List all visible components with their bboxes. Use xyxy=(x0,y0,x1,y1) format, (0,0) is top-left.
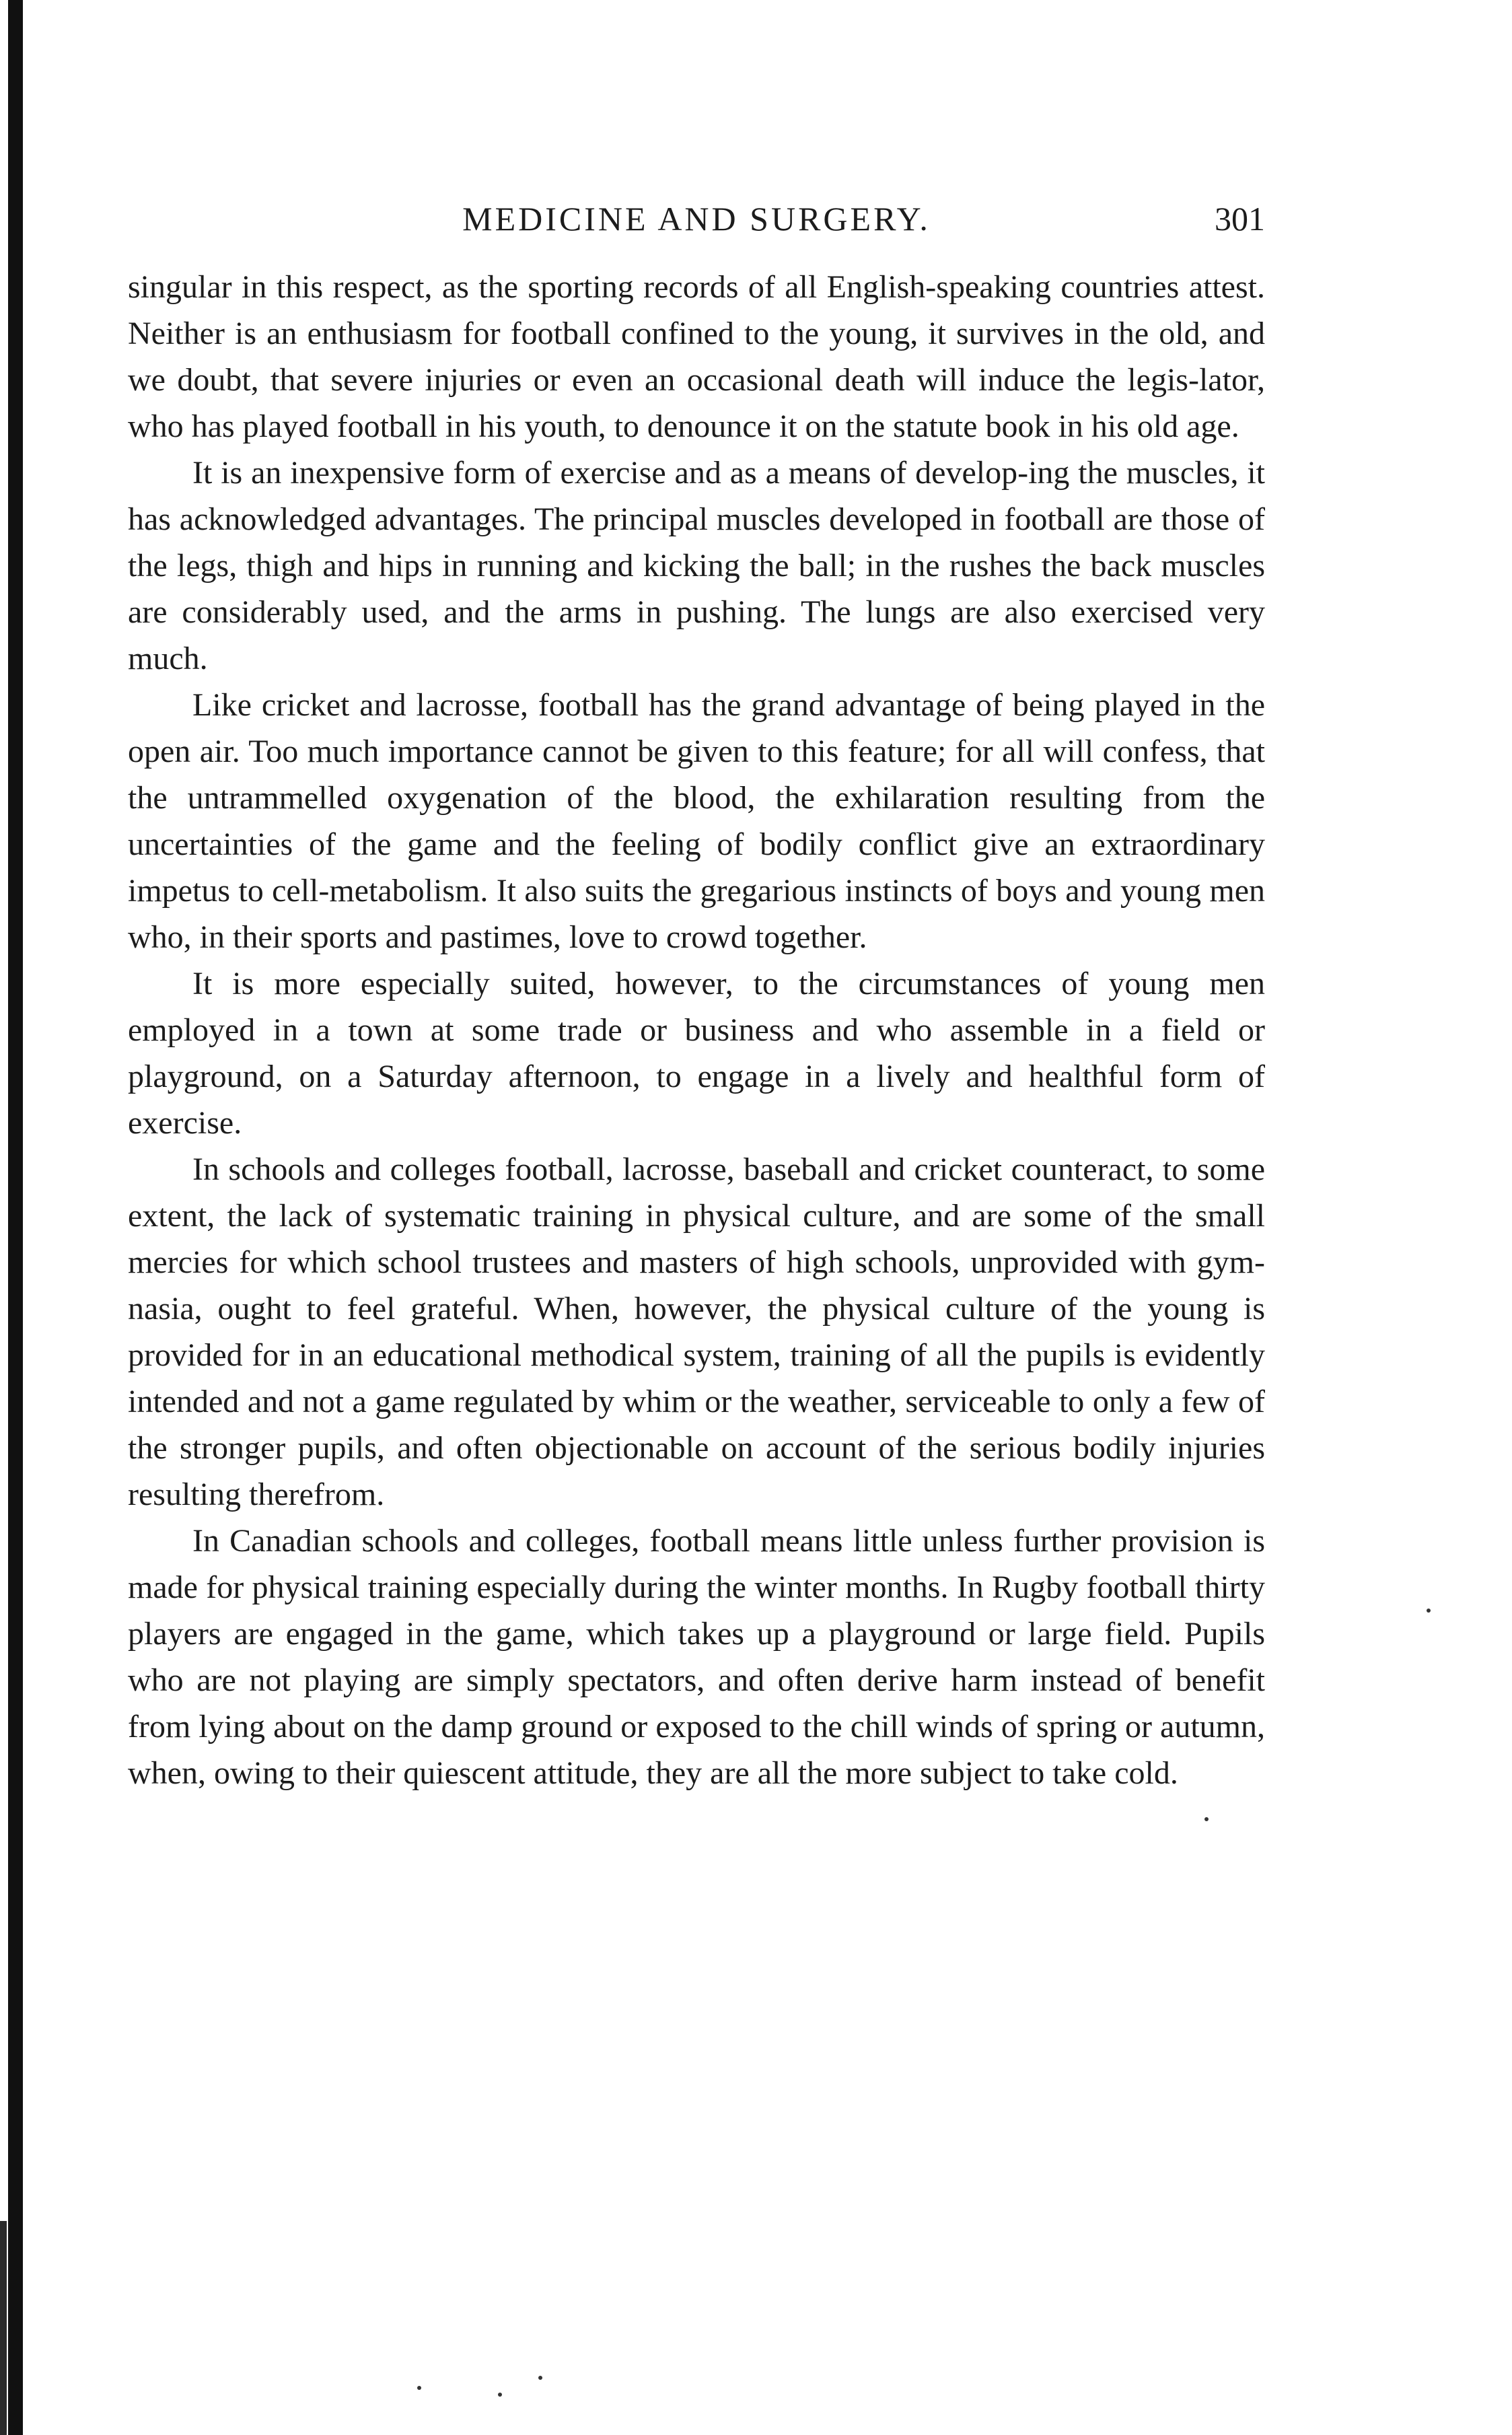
scan-speck xyxy=(1204,1817,1209,1821)
scan-speck xyxy=(498,2393,502,2397)
running-title: MEDICINE AND SURGERY. xyxy=(462,200,931,238)
paragraph-6: In Canadian schools and colleges, football means little unless further provision is made for physical training especially during the winter months. In Rugby football thirty players are engaged in the game, which takes up a playground or large field. Pupils who are not playing are simply spectators, and often derive harm instead of benefit from lying about on the damp ground or exposed to the chill winds of spring or autumn, when, owing to their quiescent attitude, they are all the more subject to take cold. xyxy=(128,1523,1265,1791)
page-binding-edge xyxy=(8,0,23,2435)
page-binding-edge-lower xyxy=(0,2221,7,2435)
paragraph-3: Like cricket and lacrosse, football has the grand advantage of being played in the open air. Too much importance cannot be given to this feature; for all will confess, that the untrammelled oxygenation of the blood, the exhilaration resulting from the uncertainties of the game and the feeling of bodily conflict give an extraordinary impetus to cell-metabolism. It also suits the gregarious instincts of boys and young men who, in their sports and pastimes, love to crowd together. xyxy=(128,687,1265,955)
paragraph-1: singular in this respect, as the sporting records of all English-speaking countries attest. Neither is an enthusiasm for football confined to the young, it survives in the old, and we doubt, that severe injuries or even an occasional death will induce the legis-lator, who has played football in his youth, to denounce it on the statute book in his old age. xyxy=(128,269,1265,444)
scan-speck xyxy=(417,2386,421,2390)
paragraph-5: In schools and colleges football, lacrosse, baseball and cricket counteract, to some extent, the lack of systematic training in physical culture, and are some of the small mercies for which school trustees and masters of high schools, unprovided with gym-nasia, ought to feel grateful. When, however, the physical culture of the young is provided for in an educational methodical system, training of all the pupils is evidently intended and not a game regulated by whim or the weather, serviceable to only a few of the stronger pupils, and often objectionable on account of the serious bodily injuries resulting therefrom. xyxy=(128,1152,1265,1512)
book-page xyxy=(128,188,1265,1796)
page-number: 301 xyxy=(1215,200,1265,238)
paragraph-2: It is an inexpensive form of exercise and as a means of develop-ing the muscles, it has acknowledged advantages. The principal muscles developed in football are those of the legs, thigh and hips in running and kicking the ball; in the rushes the back muscles are considerably used, and the arms in pushing. The lungs are also exercised very much. xyxy=(128,455,1265,676)
running-head xyxy=(128,188,1265,249)
scan-speck xyxy=(538,2376,542,2380)
body-text xyxy=(128,264,1265,1796)
scan-speck xyxy=(1427,1609,1431,1613)
paragraph-4: It is more especially suited, however, to the circumstances of young men employed in a town at some trade or business and who assemble in a field or playground, on a Saturday afternoon, to engage in a lively and healthful form of exercise. xyxy=(128,966,1265,1141)
